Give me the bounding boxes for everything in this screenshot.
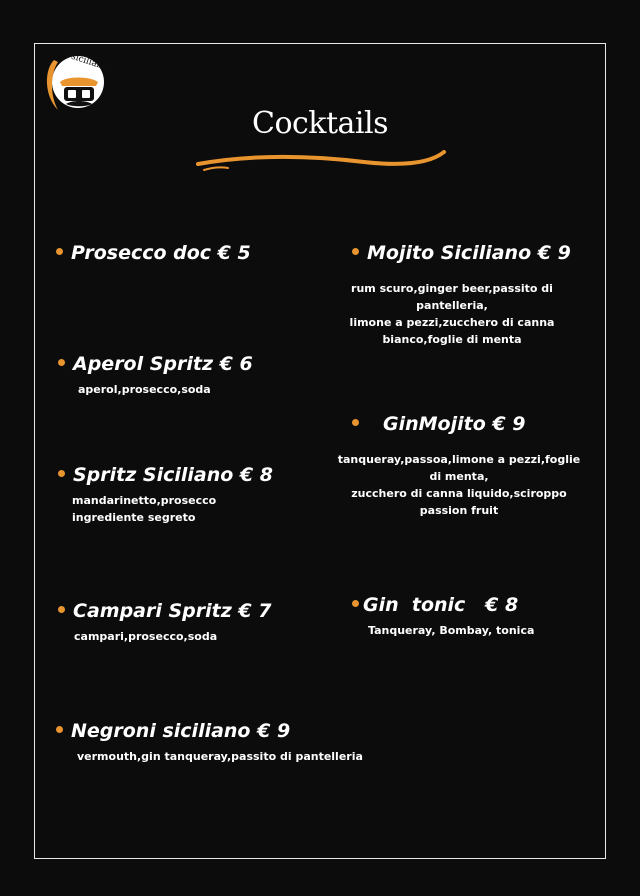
item-name: Spritz Siciliano € 8 bbox=[73, 464, 273, 486]
item-description bbox=[324, 280, 580, 348]
bullet-icon bbox=[58, 606, 65, 613]
menu-item-mojito-siciliano bbox=[352, 242, 571, 264]
title-swoosh bbox=[194, 148, 450, 176]
item-description: aperol,prosecco,soda bbox=[78, 383, 211, 396]
item-description: Tanqueray, Bombay, tonica bbox=[368, 624, 535, 637]
desc-line: bianco,foglie di menta bbox=[382, 333, 522, 346]
bullet-icon bbox=[352, 419, 359, 426]
desc-line: zucchero di canna liquido,sciroppo bbox=[351, 487, 567, 500]
bullet-icon bbox=[352, 600, 359, 607]
item-description: vermouth,gin tanqueray,passito di pantelleria bbox=[77, 750, 363, 763]
item-name: Gin tonic € 8 bbox=[363, 594, 519, 616]
bullet-icon bbox=[352, 248, 359, 255]
item-description bbox=[72, 492, 273, 526]
bullet-icon bbox=[56, 726, 63, 733]
desc-line: limone a pezzi,zucchero di canna bbox=[349, 316, 555, 329]
item-name: Negroni siciliano € 9 bbox=[71, 720, 291, 742]
desc-line: tanqueray,passoa,limone a pezzi,foglie bbox=[337, 453, 581, 466]
item-description: campari,prosecco,soda bbox=[74, 630, 218, 643]
desc-line: mandarinetto,prosecco bbox=[72, 494, 217, 507]
item-name: Prosecco doc € 5 bbox=[71, 242, 251, 264]
logo-text: il siciliano bbox=[61, 49, 109, 73]
item-name: Mojito Siciliano € 9 bbox=[367, 242, 571, 264]
item-name: Campari Spritz € 7 bbox=[73, 600, 272, 622]
desc-line: pantelleria, bbox=[416, 299, 488, 312]
desc-line: di menta, bbox=[429, 470, 489, 483]
desc-line: ingrediente segreto bbox=[72, 511, 196, 524]
menu-item-ginmojito bbox=[352, 413, 525, 435]
desc-line: passion fruit bbox=[419, 504, 499, 517]
menu-item-spritz-siciliano bbox=[58, 464, 273, 526]
menu-item-prosecco bbox=[56, 242, 251, 264]
menu-item-gin-tonic bbox=[352, 594, 534, 639]
menu-item-campari-spritz bbox=[58, 600, 271, 645]
menu-item-negroni-siciliano bbox=[56, 720, 363, 765]
item-name: GinMojito € 9 bbox=[383, 413, 526, 435]
menu-item-aperol-spritz bbox=[58, 353, 253, 398]
page-title: Cocktails bbox=[251, 106, 389, 141]
item-description bbox=[330, 451, 588, 519]
bullet-icon bbox=[58, 470, 65, 477]
bullet-icon bbox=[56, 248, 63, 255]
desc-line: rum scuro,ginger beer,passito di bbox=[351, 282, 553, 295]
bullet-icon bbox=[58, 359, 65, 366]
item-name: Aperol Spritz € 6 bbox=[73, 353, 253, 375]
